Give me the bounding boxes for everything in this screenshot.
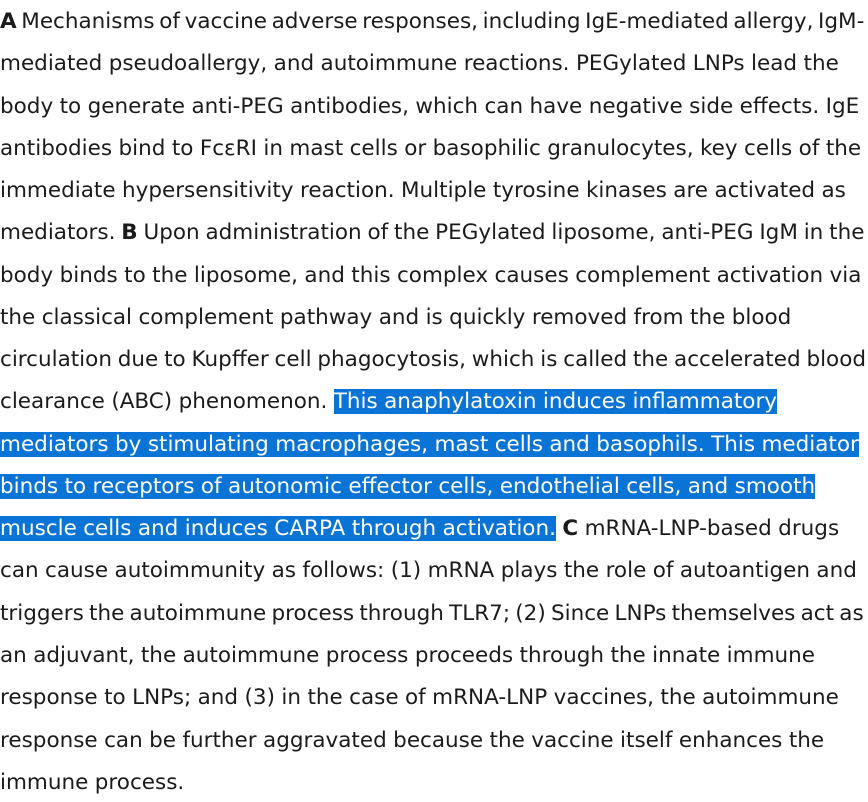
caption-line xyxy=(0,218,864,248)
caption-line xyxy=(0,134,861,164)
caption-line xyxy=(0,303,791,333)
caption-line xyxy=(0,92,859,122)
caption-text: an adjuvant, the autoimmune process proceeds through the innate immune xyxy=(0,643,816,668)
caption-line xyxy=(0,49,839,79)
caption-text: clearance (ABC) phenomenon. xyxy=(0,389,334,414)
caption-line xyxy=(0,599,864,629)
caption-text: Mechanisms of vaccine adverse responses, including IgE-mediated allergy, IgM- xyxy=(16,9,865,34)
caption-line xyxy=(0,726,824,756)
selected-text[interactable]: muscle cells and induces CARPA through activation. xyxy=(0,516,556,541)
caption-text: Upon administration of the PEGylated liposome, anti-PEG IgM in the xyxy=(137,220,865,245)
caption-line xyxy=(0,683,839,713)
caption-line xyxy=(0,641,815,671)
caption-text: circulation due to Kupffer cell phagocytosis, which is called the accelerated blood xyxy=(0,347,867,372)
caption-text: mediators. xyxy=(0,220,122,245)
caption-text: immune process. xyxy=(0,770,185,795)
caption-line xyxy=(0,430,859,460)
caption-line xyxy=(0,472,815,502)
caption-text: immediate hypersensitivity reaction. Multiple tyrosine kinases are activated as xyxy=(0,178,846,203)
caption-text: antibodies bind to FcεRI in mast cells or basophilic granulocytes, key cells of the xyxy=(0,136,862,161)
caption-line xyxy=(0,768,184,798)
caption-line xyxy=(0,176,846,206)
caption-text: can cause autoimmunity as follows: (1) mRNA plays the role of autoantigen and xyxy=(0,558,857,583)
caption-text: body to generate anti-PEG antibodies, which can have negative side effects. IgE xyxy=(0,94,860,119)
caption-text: mediated pseudoallergy, and autoimmune reactions. PEGylated LNPs lead the xyxy=(0,51,839,76)
caption-text: mRNA-LNP-based drugs xyxy=(578,516,840,541)
caption-line xyxy=(0,7,864,37)
panel-label-b: B xyxy=(121,220,138,245)
caption-text: response can be further aggravated because the vaccine itself enhances the xyxy=(0,728,825,753)
selected-text[interactable]: mediators by stimulating macrophages, mast cells and basophils. This mediator xyxy=(0,432,859,457)
caption-text: body binds to the liposome, and this complex causes complement activation via xyxy=(0,263,862,288)
panel-label-a: A xyxy=(0,9,17,34)
caption-line xyxy=(0,345,866,375)
caption-text: the classical complement pathway and is quickly removed from the blood xyxy=(0,305,792,330)
caption-line xyxy=(0,514,839,544)
selected-text[interactable]: binds to receptors of autonomic effector cells, endothelial cells, and smooth xyxy=(0,474,816,499)
caption-line xyxy=(0,556,857,586)
selected-text[interactable]: This anaphylatoxin induces inflammatory xyxy=(333,389,778,414)
caption-line xyxy=(0,387,777,417)
caption-text: response to LNPs; and (3) in the case of mRNA-LNP vaccines, the autoimmune xyxy=(0,685,839,710)
panel-label-c: C xyxy=(562,516,579,541)
caption-text: triggers the autoimmune process through TLR7; (2) Since LNPs themselves act as xyxy=(0,601,864,626)
caption-line xyxy=(0,261,861,291)
